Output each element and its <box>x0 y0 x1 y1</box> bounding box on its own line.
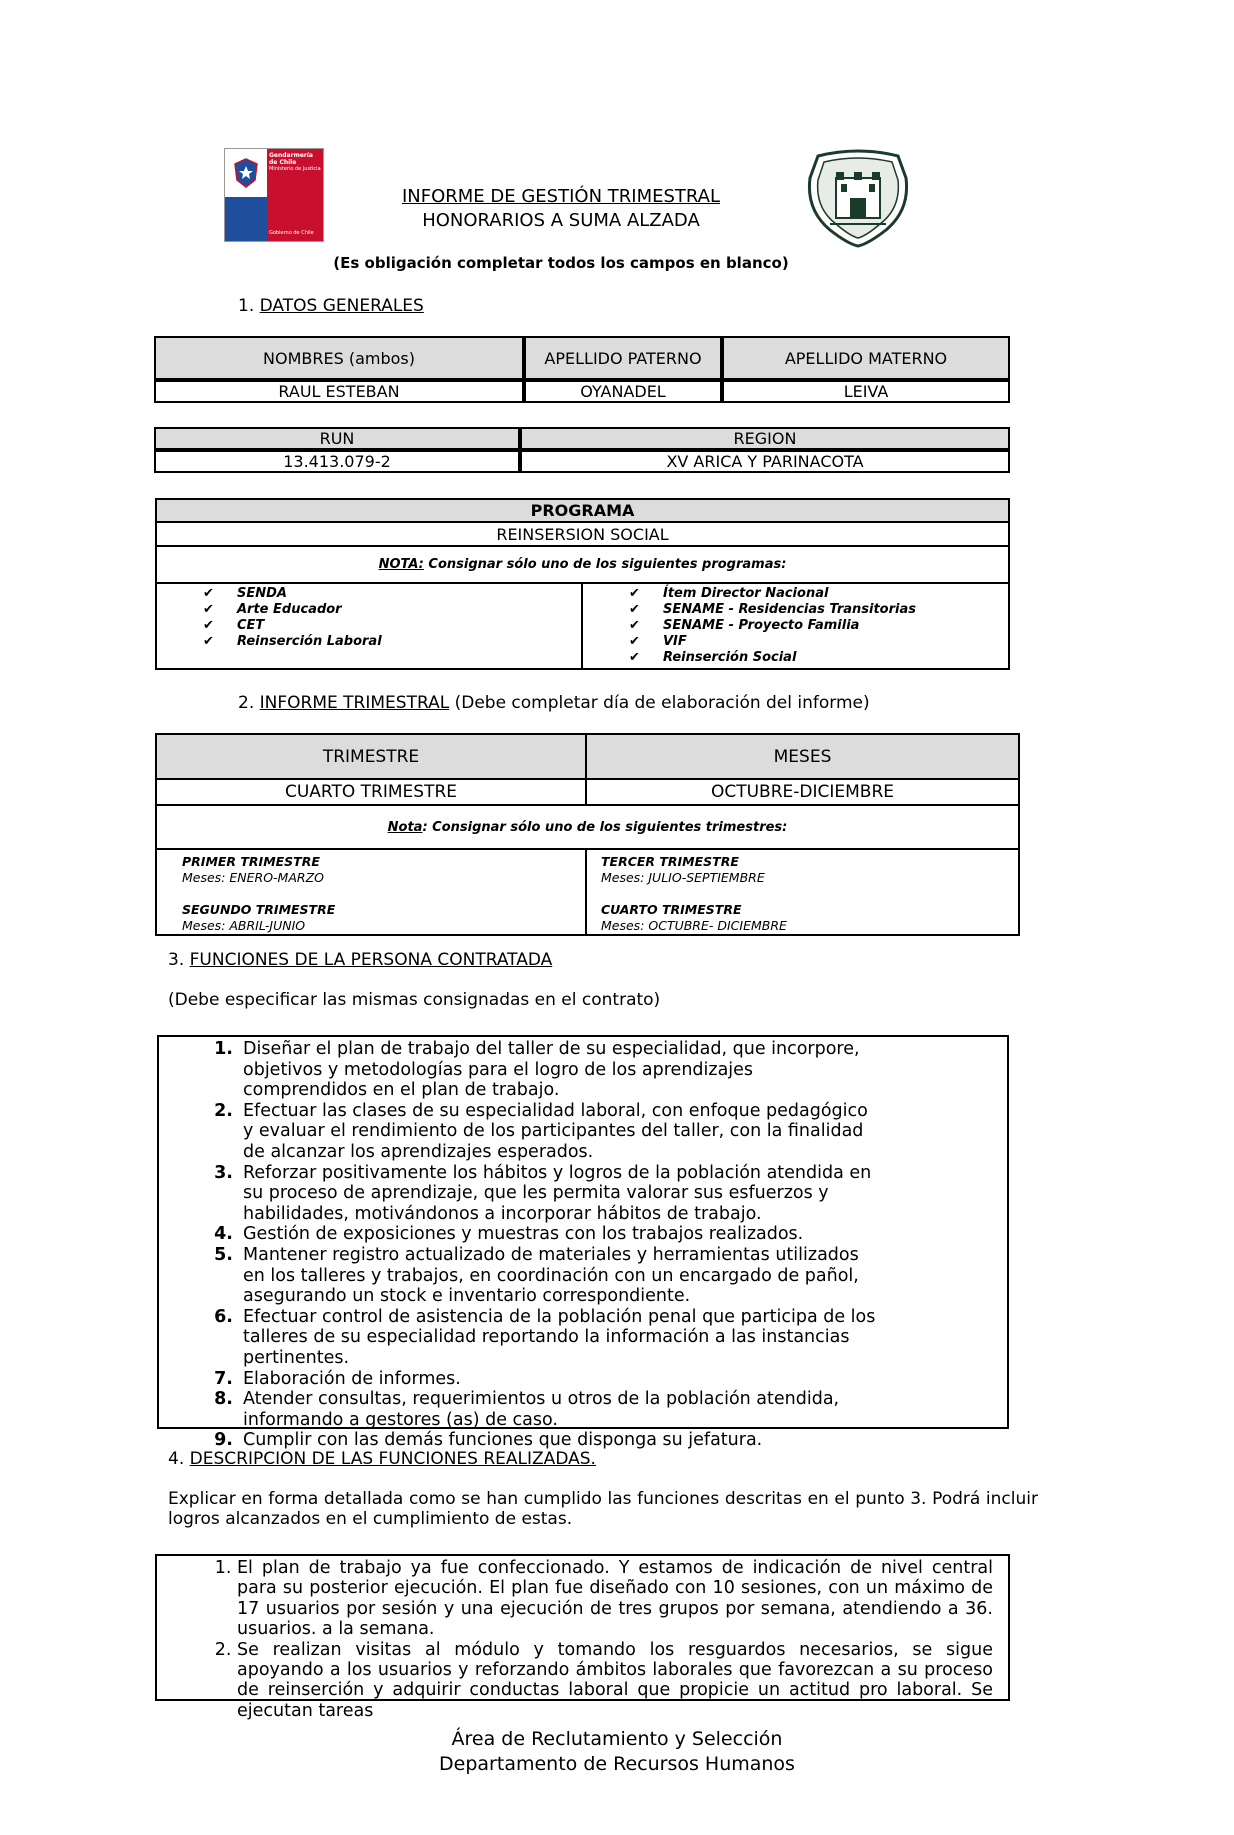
section-1-title: DATOS GENERALES <box>259 296 424 316</box>
description-box <box>155 1554 1010 1721</box>
quarter-months: Meses: ENERO-MARZO <box>182 870 324 885</box>
quarters-left-col <box>157 850 587 934</box>
function-item: 8. Atender consultas, requerimientos u otros de la población atendida, informando a gestores (as) de caso. <box>239 1389 879 1430</box>
run-header: RUN <box>154 427 520 450</box>
program-item: ✔ Reinserción Social <box>663 650 1008 666</box>
programs-right-col <box>583 584 1008 668</box>
section-3-number: 3. <box>168 950 185 970</box>
functions-box <box>157 1035 1009 1451</box>
section-3-subheading: (Debe especificar las mismas consignadas en el contrato) <box>168 990 661 1010</box>
section-2-heading <box>238 693 870 713</box>
trimestre-nota-text: : Consignar sólo uno de los siguientes trimestres: <box>422 820 788 835</box>
logo-org-text: Gendarmería de Chile <box>269 152 313 166</box>
trimestre-nota <box>157 806 1018 850</box>
program-item: ✔ Reinserción Laboral <box>237 634 581 650</box>
trimestre-box <box>155 733 1020 936</box>
names-header-paterno: APELLIDO PATERNO <box>524 336 722 380</box>
quarters-right-col <box>587 850 1018 934</box>
function-item: 3. Reforzar positivamente los hábitos y logros de la población atendida en su proceso de aprendizaje, que les permita valorar sus esfuerzos y habilidades, motivándonos a incorporar hábitos de trabajo. <box>239 1163 879 1225</box>
section-4-heading <box>168 1449 596 1469</box>
programa-box <box>155 498 1010 670</box>
title-line-2: HONORARIOS A SUMA ALZADA <box>422 210 700 231</box>
description-list <box>157 1558 993 1721</box>
description-item: 2. Se realizan visitas al módulo y tomando los resguardos necesarios, se sigue apoyando a los usuarios y reforzando ámbitos laborales que favorezcan a su proceso de reinserción y adquirir conductas laboral que propicie un actitud pro laboral. Se ejecutan tareas <box>237 1640 993 1722</box>
section-4-title: DESCRIPCION DE LAS FUNCIONES REALIZADAS. <box>189 1449 596 1469</box>
program-item: ✔ SENAME - Proyecto Familia <box>663 618 1008 634</box>
names-header-nombres: NOMBRES (ambos) <box>154 336 524 380</box>
program-item: ✔ Ítem Director Nacional <box>663 586 1008 602</box>
meses-value: OCTUBRE-DICIEMBRE <box>587 780 1018 806</box>
description-item: 1. El plan de trabajo ya fue confeccionado. Y estamos de indicación de nivel central para su posterior ejecución. El plan fue diseñado con 10 sesiones, con un máximo de 17 usuarios por sesión y una ejecución de tres grupos por semana, atendiendo a 36. usuarios. a la semana. <box>237 1558 993 1640</box>
meses-header: MESES <box>587 735 1018 780</box>
chile-coat-of-arms-icon <box>231 156 261 190</box>
quarter-name: SEGUNDO TRIMESTRE <box>182 902 336 917</box>
notice: (Es obligación completar todos los campos en blanco) <box>333 254 789 272</box>
quarter-name: CUARTO TRIMESTRE <box>601 902 742 917</box>
program-item: ✔ Arte Educador <box>237 602 581 618</box>
footer-line-2: Departamento de Recursos Humanos <box>439 1753 795 1775</box>
names-value-paterno: OYANADEL <box>524 380 722 403</box>
programs-left-col <box>157 584 583 668</box>
trimestre-nota-label: Nota <box>387 820 423 835</box>
function-item: 9. Cumplir con las demás funciones que disponga su jefatura. <box>239 1430 879 1451</box>
quarter-months: Meses: ABRIL-JUNIO <box>182 918 306 933</box>
footer-line-1: Área de Reclutamiento y Selección <box>451 1728 783 1750</box>
function-item: 4. Gestión de exposiciones y muestras con los trabajos realizados. <box>239 1224 879 1245</box>
program-item: ✔ SENDA <box>237 586 581 602</box>
function-item: 5. Mantener registro actualizado de materiales y herramientas utilizados en los talleres y trabajos, en coordinación con un encargado de pañol, asegurando un stock e inventario correspondiente. <box>239 1245 879 1307</box>
section-4-number: 4. <box>168 1449 185 1469</box>
function-item: 6. Efectuar control de asistencia de la población penal que participa de los talleres de su especialidad reportando la información a las instancias pertinentes. <box>239 1307 879 1369</box>
run-value: 13.413.079-2 <box>154 450 520 473</box>
section-2-number: 2. <box>238 693 255 713</box>
programa-nota-text: Consignar sólo uno de los siguientes programas: <box>423 557 787 572</box>
section-2-suffix: (Debe completar día de elaboración del informe) <box>449 693 870 713</box>
names-value-nombres: RAUL ESTEBAN <box>154 380 524 403</box>
section-4-intro: Explicar en forma detallada como se han cumplido las funciones descritas en el punto 3. Podrá incluir logros alcanzados en el cumplimiento de estas. <box>168 1489 1038 1529</box>
region-value: XV ARICA Y PARINACOTA <box>520 450 1010 473</box>
program-item: ✔ VIF <box>663 634 1008 650</box>
trimestre-value: CUARTO TRIMESTRE <box>157 780 587 806</box>
programa-header: PROGRAMA <box>157 500 1008 523</box>
programa-nota-label: NOTA: <box>378 557 424 572</box>
function-item: 1. Diseñar el plan de trabajo del taller de su especialidad, que incorpore, objetivos y metodologías para el logro de los aprendizajes comprendidos en el plan de trabajo. <box>239 1039 879 1101</box>
program-item: ✔ SENAME - Residencias Transitorias <box>663 602 1008 618</box>
programa-value: REINSERSION SOCIAL <box>157 523 1008 547</box>
run-region-table <box>154 427 1010 473</box>
region-header: REGION <box>520 427 1010 450</box>
function-item: 2. Efectuar las clases de su especialidad laboral, con enfoque pedagógico y evaluar el rendimiento de los participantes del taller, con la finalidad de alcanzar los aprendizajes esperados. <box>239 1101 879 1163</box>
program-item: ✔ CET <box>237 618 581 634</box>
section-1-number: 1. <box>238 296 255 316</box>
section-3-heading <box>168 950 552 970</box>
section-1-heading <box>238 296 424 316</box>
trimestre-header: TRIMESTRE <box>157 735 587 780</box>
quarter-months: Meses: OCTUBRE- DICIEMBRE <box>601 918 787 933</box>
section-2-title: INFORME TRIMESTRAL <box>259 693 450 713</box>
names-table <box>154 336 1010 403</box>
names-value-materno: LEIVA <box>722 380 1010 403</box>
function-item: 7. Elaboración de informes. <box>239 1369 879 1390</box>
quarter-name: PRIMER TRIMESTRE <box>182 854 320 869</box>
functions-list <box>159 1039 879 1451</box>
section-3-title: FUNCIONES DE LA PERSONA CONTRATADA <box>189 950 553 970</box>
quarter-months: Meses: JULIO-SEPTIEMBRE <box>601 870 765 885</box>
quarter-name: TERCER TRIMESTRE <box>601 854 739 869</box>
programa-nota <box>157 547 1008 584</box>
title-line-1: INFORME DE GESTIÓN TRIMESTRAL <box>401 186 721 207</box>
logo-gob-text: Gobierno de Chile <box>269 230 314 236</box>
logo-sub-text: Ministerio de Justicia <box>269 166 321 172</box>
names-header-materno: APELLIDO MATERNO <box>722 336 1010 380</box>
